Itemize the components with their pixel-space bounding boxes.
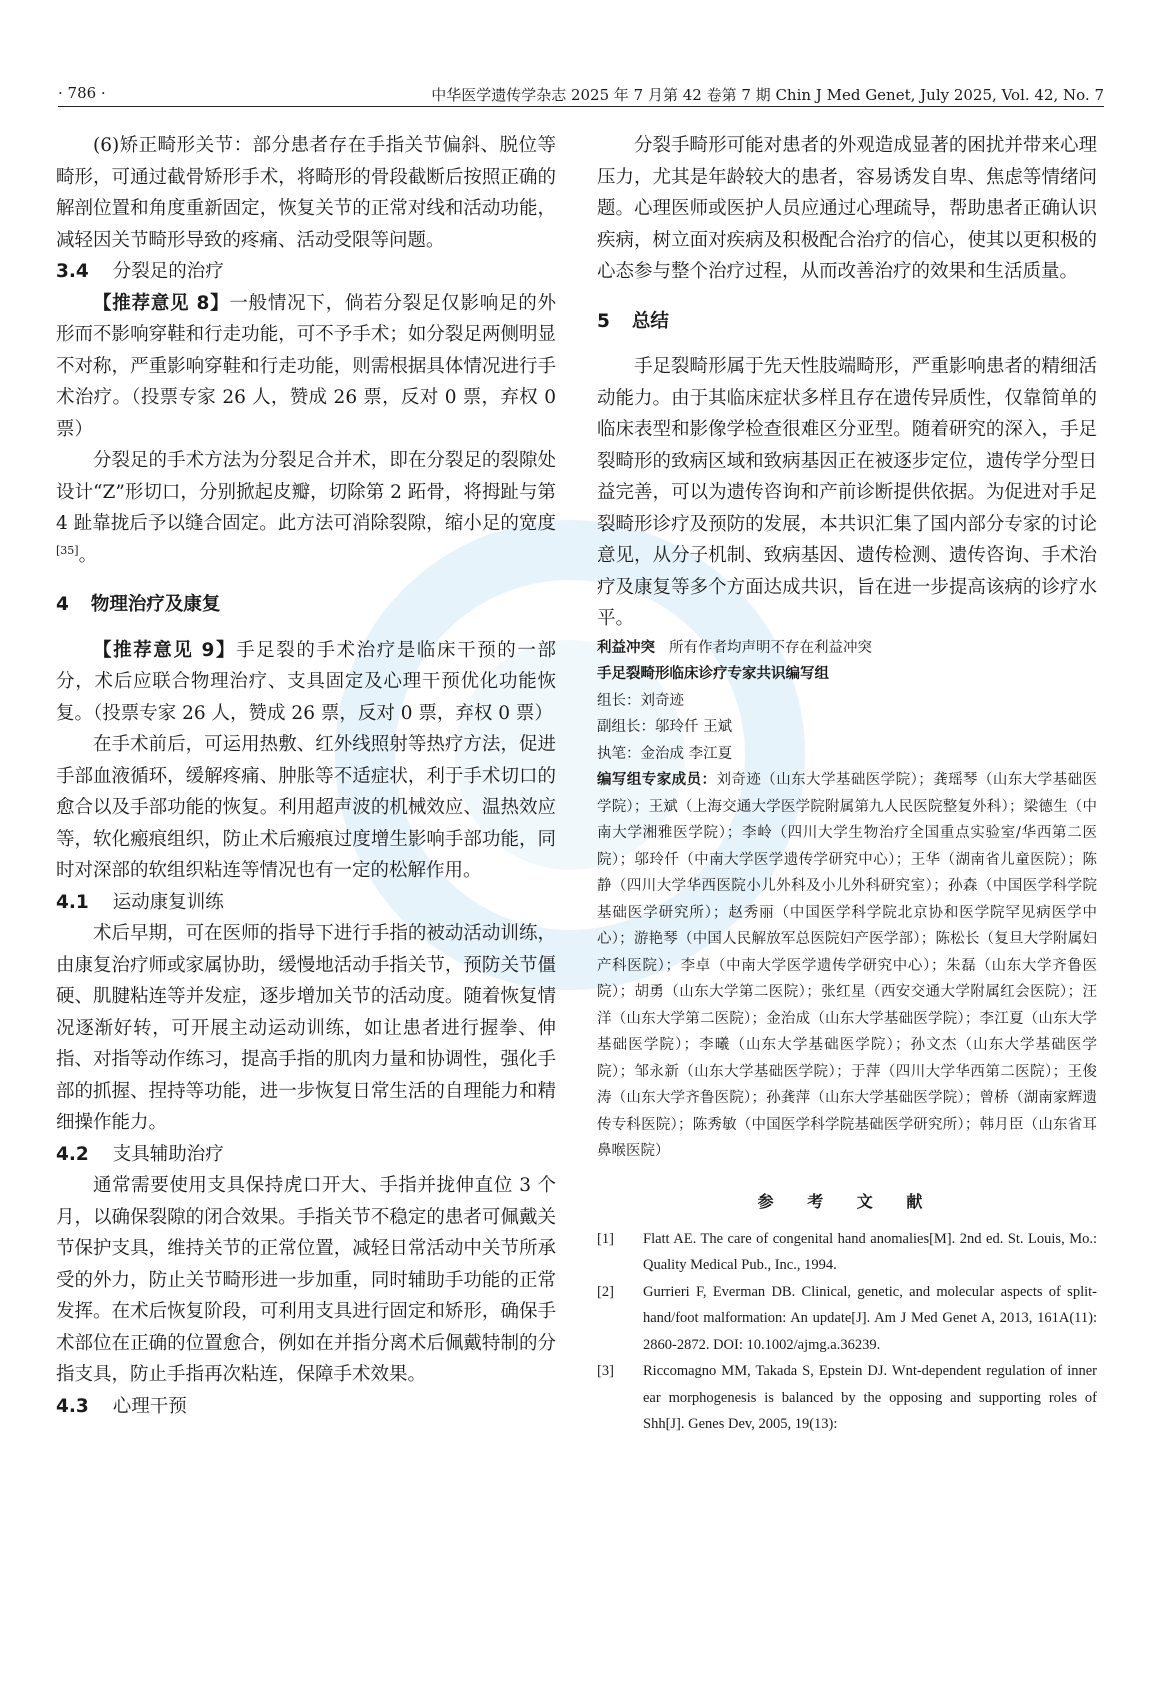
reference-number: [2] xyxy=(597,1283,614,1300)
members-label: 编写组专家成员： xyxy=(597,772,717,788)
section-3-4-heading xyxy=(56,256,556,288)
section-4-1-heading xyxy=(56,887,556,919)
recommendation-8 xyxy=(56,288,556,446)
members-list: 刘奇迹（山东大学基础医学院）；龚瑶琴（山东大学基础医学院）；王斌（上海交通大学医学院附属第九人民医院整复外科）；梁德生（中南大学湘雅医学院）；李岭（四川大学生物治疗全国重点实验室/华西第二医院）；邬玲仟（中南大学医学遗传学研究中心）；王华（湖南省儿童医院）；陈静（四川大学华西医院小儿外科及小儿外科研究室）；孙森（中国医学科学院基础医学研究所）；赵秀丽（中国医学科学院北京协和医学院罕见病医学中心）；游艳琴（中国人民解放军总医院妇产医学部）；陈松长（复旦大学附属妇产科医院）；李卓（中南大学医学遗传学研究中心）；朱磊（山东大学齐鲁医院）；胡勇（山东大学第二医院）；张红星（西安交通大学附属红会医院）；汪洋（山东大学第二医院）；金治成（山东大学基础医学院）；李江夏（山东大学基础医学院）；李曦（山东大学基础医学院）；孙文杰（山东大学基础医学院）；邹永新（山东大学基础医学院）；于萍（四川大学华西第二医院）；王俊涛（山东大学齐鲁医院）；孙龚萍（山东大学基础医学院）；曾桥（湖南家辉遗传专科医院）；陈秀敏（中国医学科学院基础医学研究所）；韩月臣（山东省耳鼻喉医院） xyxy=(597,772,1098,1159)
references-heading: 参 考 文 献 xyxy=(757,1191,937,1211)
section-4-heading xyxy=(56,589,556,621)
paragraph-brace: 通常需要使用支具保持虎口开大、手指并拢伸直位 3 个月，以确保裂隙的闭合效果。手指关节不稳定的患者可佩戴关节保护支具，维持关节的正常位置，减轻日常活动中关节所承受的外力，防止关节畸形进一步加重，同时辅助手功能的正常发挥。在术后恢复阶段，可利用支具进行固定和矫形，确保手术部位在正确的位置愈合，例如在并指分离术后佩戴特制的分指支具，防止手指再次粘连，保障手术效果。 xyxy=(56,1175,556,1385)
recommendation-label: 【推荐意见 9】 xyxy=(93,639,237,661)
conflict-of-interest xyxy=(597,635,1097,662)
right-column xyxy=(597,130,1097,1438)
section-4-3-heading xyxy=(56,1391,556,1423)
paragraph-physiotherapy: 在手术前后，可运用热敷、红外线照射等热疗方法，促进手部血液循环，缓解疼痛、肿胀等不适症状，利于手术切口的愈合以及手部功能的恢复。利用超声波的机械效应、温热效应等，软化瘢痕组织，防止术后瘢痕过度增生影响手部功能，同时对深部的软组织粘连等情况也有一定的松解作用。 xyxy=(56,734,556,881)
reference-item xyxy=(597,1279,1097,1359)
group-writers: 执笔：金治成 李江夏 xyxy=(597,745,733,762)
paragraph-rehab: 术后早期，可在医师的指导下进行手指的被动活动训练，由康复治疗师或家属协助，缓慢地活动手指关节，预防关节僵硬、肌腱粘连等并发症，逐步增加关节的活动度。随着恢复情况逐渐好转，可开展主动运动训练，如让患者进行握拳、伸指、对指等动作练习，提高手指的肌肉力量和协调性，强化手部的抓握、捏持等功能，进一步恢复日常生活的自理能力和精细操作能力。 xyxy=(56,923,556,1133)
section-number: 4.1 xyxy=(56,891,89,913)
paragraph-summary: 手足裂畸形属于先天性肢端畸形，严重影响患者的精细活动能力。由于其临床症状多样且存在遗传异质性，仅靠简单的临床表型和影像学检查很难区分亚型。随着研究的深入，手足裂畸形的致病区域和致病基因正在被逐步定位，遗传学分型日益完善，可以为遗传咨询和产前诊断提供依据。为促进对手足裂畸形诊疗及预防的发展，本共识汇集了国内部分专家的讨论意见，从分子机制、致病基因、遗传检测、遗传咨询、手术治疗及康复等多个方面达成共识，旨在进一步提高该病的诊疗水平。 xyxy=(597,356,1097,629)
section-title: 支具辅助治疗 xyxy=(112,1143,224,1165)
section-title: 分裂足的治疗 xyxy=(112,261,224,282)
section-title: 物理治疗及康复 xyxy=(90,594,221,615)
page-header xyxy=(58,84,1104,107)
section-5-heading xyxy=(597,306,1097,338)
reference-text: Gurrieri F, Everman DB. Clinical, genetic, and molecular aspects of split-hand/foot malformation: An update[J]. Am J Med Genet A, 2013, 161A(11): 2860-2872. DOI: 10.1002/ajmg.a.36239. xyxy=(643,1283,1097,1353)
recommendation-text: 手足裂的手术治疗是临床干预的一部分，术后应联合物理治疗、支具固定及心理干预优化功能恢复。（投票专家 26 人，赞成 26 票，反对 0 票，弃权 0 票） xyxy=(56,639,556,724)
section-4-2-heading xyxy=(56,1139,556,1171)
section-title: 运动康复训练 xyxy=(112,891,224,913)
left-column xyxy=(56,130,556,1422)
section-number: 4.3 xyxy=(56,1395,89,1417)
reference-text: Riccomagno MM, Takada S, Epstein DJ. Wnt-dependent regulation of inner ear morphogenesis is balanced by the opposing and supporting roles of Shh[J]. Genes Dev, 2005, 19(13): xyxy=(643,1363,1097,1432)
section-number: 4.2 xyxy=(56,1143,89,1165)
conflict-text: 所有作者均声明不存在利益冲突 xyxy=(669,639,872,656)
group-vice-leader: 副组长：邬玲仟 王斌 xyxy=(597,719,733,735)
section-number: 3.4 xyxy=(56,261,89,282)
reference-number: [1] xyxy=(597,1230,614,1247)
writing-group-title: 手足裂畸形临床诊疗专家共识编写组 xyxy=(597,666,829,682)
section-title: 总结 xyxy=(631,310,669,332)
page-number: · 786 · xyxy=(58,84,106,102)
paragraph-psychology: 分裂手畸形可能对患者的外观造成显著的困扰并带来心理压力，尤其是年龄较大的患者，容易诱发自卑、焦虑等情绪问题。心理医师或医护人员应通过心理疏导，帮助患者正确认识疾病，树立面对疾病及积极配合治疗的信心，使其以更积极的心态参与整个治疗过程，从而改善治疗的效果和生活质量。 xyxy=(597,135,1097,282)
paragraph-orthopedic: (6)矫正畸形关节：部分患者存在手指关节偏斜、脱位等畸形，可通过截骨矫形手术，将畸形的骨段截断后按照正确的解剖位置和角度重新固定，恢复关节的正常对线和活动功能，减轻因关节畸形导致的疼痛、活动受限等问题。 xyxy=(56,135,556,251)
reference-text: Flatt AE. The care of congenital hand anomalies[M]. 2nd ed. St. Louis, Mo.: Quality Medical Pub., Inc., 1994. xyxy=(643,1230,1097,1273)
paragraph-foot-surgery xyxy=(56,445,556,571)
reference-number: [3] xyxy=(597,1363,614,1379)
group-leader: 组长：刘奇迹 xyxy=(597,692,684,709)
reference-item xyxy=(597,1358,1097,1438)
conflict-label: 利益冲突 xyxy=(597,639,655,656)
journal-citation: 中华医学遗传学杂志 2025 年 7 月第 42 卷第 7 期 Chin J Med Genet, July 2025, Vol. 42, No. 7 xyxy=(431,86,1104,104)
group-members xyxy=(597,767,1097,1165)
reference-list xyxy=(597,1226,1097,1438)
paragraph-end: 。 xyxy=(78,544,98,566)
section-number: 5 xyxy=(597,310,610,332)
citation-link[interactable]: [35] xyxy=(56,543,79,557)
recommendation-text: 一般情况下，倘若分裂足仅影响足的外形而不影响穿鞋和行走功能，可不予手术；如分裂足两侧明显不对称，严重影响穿鞋和行走功能，则需根据具体情况进行手术治疗。（投票专家 26 人，赞成 26 票，反对 0 票，弃权 0 票） xyxy=(56,292,556,440)
section-number: 4 xyxy=(56,594,69,615)
paragraph-text: 分裂足的手术方法为分裂足合并术，即在分裂足的裂隙处设计“Z”形切口，分别掀起皮瓣，切除第 2 跖骨，将拇趾与第 4 趾靠拢后予以缝合固定。此方法可消除裂隙，缩小足的宽度 xyxy=(56,450,556,534)
reference-item xyxy=(597,1226,1097,1279)
recommendation-9 xyxy=(56,635,556,730)
section-title: 心理干预 xyxy=(112,1395,187,1417)
recommendation-label: 【推荐意见 8】 xyxy=(93,292,230,314)
